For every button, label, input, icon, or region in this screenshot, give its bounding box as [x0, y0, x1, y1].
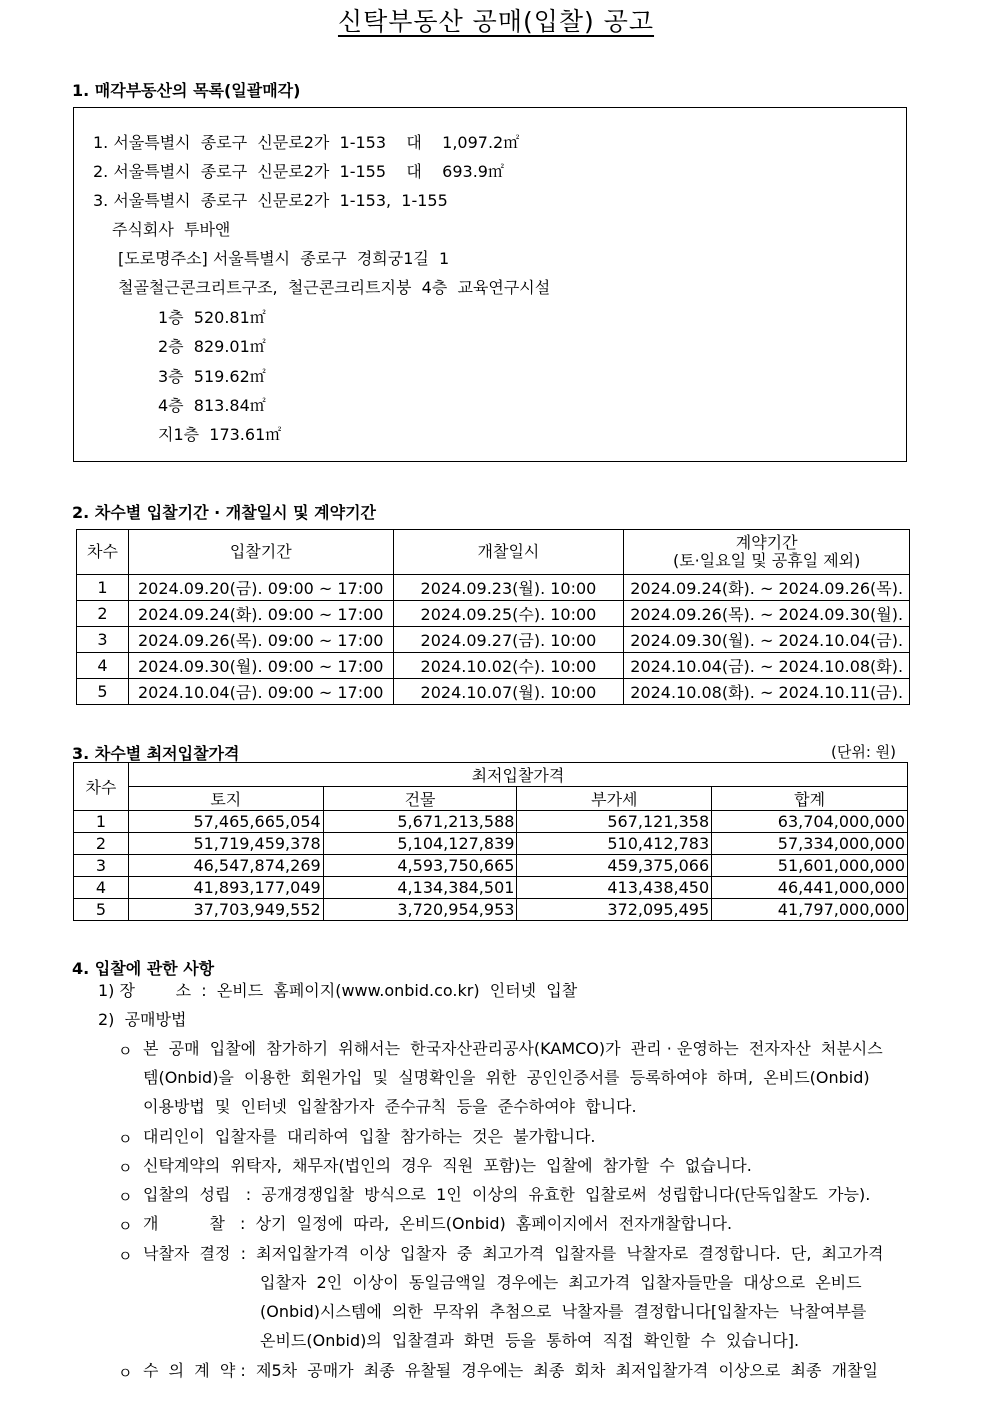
cell: 4,134,384,501 — [323, 877, 517, 899]
cell: 567,121,358 — [517, 811, 712, 833]
schedule-table — [76, 529, 910, 705]
cell: 3 — [74, 855, 129, 877]
min-price-table — [73, 762, 908, 921]
property-line: 3. 서울특별시 종로구 신문로2가 1-153, 1-155 — [93, 191, 448, 210]
method-text: 입찰자 2인 이상이 동일금액일 경우에는 최고가격 입찰자들만을 대상으로 온비드 — [260, 1273, 862, 1292]
method-text: 이용방법 및 인터넷 입찰참가자 준수규칙 등을 준수하여야 합니다. — [143, 1097, 637, 1116]
cell: 2024.10.04(금). ~ 2024.10.08(화). — [624, 653, 910, 679]
property-line: 1. 서울특별시 종로구 신문로2가 1-153 대 1,097.2㎡ — [93, 133, 520, 152]
table-row — [74, 833, 908, 855]
method-text: 온비드(Onbid)의 입찰결과 화면 등을 통하여 직접 확인할 수 있습니다]. — [260, 1331, 800, 1350]
table-row — [74, 899, 908, 921]
cell: 37,703,949,552 — [128, 899, 323, 921]
table-row — [74, 855, 908, 877]
floor-area-line: 2층 829.01㎡ — [158, 337, 266, 356]
floor-area-line: 4층 813.84㎡ — [158, 396, 266, 415]
method-text: (Onbid)시스템에 의한 무작위 추첨으로 낙찰자를 결정합니다[입찰자는 낙찰여부를 — [260, 1302, 867, 1321]
cell: 1 — [74, 811, 129, 833]
cell: 2024.10.02(수). 10:00 — [393, 653, 624, 679]
method-text: 신탁계약의 위탁자, 채무자(법인의 경우 직원 포함)는 입찰에 참가할 수 없습니다. — [143, 1156, 752, 1175]
floor-area-line: 지1층 173.61㎡ — [158, 425, 282, 444]
col-opening: 개찰일시 — [393, 530, 624, 575]
table-row — [77, 679, 910, 705]
cell: 3,720,954,953 — [323, 899, 517, 921]
unit-label: (단위: 원) — [831, 743, 896, 761]
cell: 510,412,783 — [517, 833, 712, 855]
cell: 4,593,750,665 — [323, 855, 517, 877]
page-title: 신탁부동산 공매(입찰) 공고 — [337, 7, 655, 36]
cell: 5,671,213,588 — [323, 811, 517, 833]
cell: 2024.09.24(화). ~ 2024.09.26(목). — [624, 575, 910, 601]
col-total: 합계 — [712, 787, 908, 811]
table-row — [74, 877, 908, 899]
cell: 1 — [77, 575, 129, 601]
method-text: 개 찰 : 상기 일정에 따라, 온비드(Onbid) 홈페이지에서 전자개찰합니다. — [143, 1214, 733, 1233]
col-building: 건물 — [323, 787, 517, 811]
bullet-icon: ㅇ — [118, 1188, 133, 1206]
cell: 5 — [77, 679, 129, 705]
cell: 41,893,177,049 — [128, 877, 323, 899]
method-text: 대리인이 입찰자를 대리하여 입찰 참가하는 것은 불가합니다. — [143, 1127, 596, 1146]
cell: 63,704,000,000 — [712, 811, 908, 833]
col-round: 차수 — [77, 530, 129, 575]
cell: 46,441,000,000 — [712, 877, 908, 899]
table-row — [77, 575, 910, 601]
contract-period-label: 계약기간 — [735, 533, 798, 552]
property-line: [도로명주소] 서울특별시 종로구 경희궁1길 1 — [118, 249, 450, 268]
col-land: 토지 — [128, 787, 323, 811]
cell: 5,104,127,839 — [323, 833, 517, 855]
section3-heading: 3. 차수별 최저입찰가격 — [72, 744, 240, 763]
table-row — [77, 627, 910, 653]
cell: 46,547,874,269 — [128, 855, 323, 877]
method-text: 낙찰자 결정 : 최저입찰가격 이상 입찰자 중 최고가격 입찰자를 낙찰자로 결정합니다. 단, 최고가격 — [143, 1244, 884, 1263]
cell: 51,601,000,000 — [712, 855, 908, 877]
bid-location-item: 1) 장 소 : 온비드 홈페이지(www.onbid.co.kr) 인터넷 입찰 — [98, 981, 578, 1000]
col-bid-period: 입찰기간 — [128, 530, 393, 575]
table-row — [77, 653, 910, 679]
table-row — [77, 601, 910, 627]
cell: 372,095,495 — [517, 899, 712, 921]
cell: 5 — [74, 899, 129, 921]
cell: 2024.09.27(금). 10:00 — [393, 627, 624, 653]
cell: 2 — [74, 833, 129, 855]
cell: 4 — [77, 653, 129, 679]
cell: 2024.10.04(금). 09:00 ~ 17:00 — [128, 679, 393, 705]
cell: 2024.09.20(금). 09:00 ~ 17:00 — [128, 575, 393, 601]
cell: 2024.09.26(목). ~ 2024.09.30(월). — [624, 601, 910, 627]
property-line: 철골철근콘크리트구조, 철근콘크리트지붕 4층 교육연구시설 — [118, 278, 551, 297]
cell: 41,797,000,000 — [712, 899, 908, 921]
property-line: 2. 서울특별시 종로구 신문로2가 1-155 대 693.9㎡ — [93, 162, 504, 181]
cell: 2024.09.23(월). 10:00 — [393, 575, 624, 601]
contract-period-note: (토·일요일 및 공휴일 제외) — [672, 551, 861, 570]
cell: 2024.09.25(수). 10:00 — [393, 601, 624, 627]
cell: 57,334,000,000 — [712, 833, 908, 855]
cell: 2 — [77, 601, 129, 627]
bullet-icon: ㅇ — [118, 1130, 133, 1148]
cell: 2024.10.08(화). ~ 2024.10.11(금). — [624, 679, 910, 705]
bullet-icon: ㅇ — [118, 1364, 133, 1382]
cell: 2024.09.24(화). 09:00 ~ 17:00 — [128, 601, 393, 627]
cell: 4 — [74, 877, 129, 899]
bullet-icon: ㅇ — [118, 1217, 133, 1235]
method-text: 수 의 계 약 : 제5차 공매가 최종 유찰될 경우에는 최종 회차 최저입찰가격 이상으로 최종 개찰일 — [143, 1361, 878, 1380]
col-round: 차수 — [74, 763, 129, 811]
bullet-icon: ㅇ — [118, 1247, 133, 1265]
section4-heading: 4. 입찰에 관한 사항 — [72, 959, 215, 978]
cell: 413,438,450 — [517, 877, 712, 899]
cell: 2024.09.30(월). ~ 2024.10.04(금). — [624, 627, 910, 653]
floor-area-line: 3층 519.62㎡ — [158, 367, 266, 386]
cell: 51,719,459,378 — [128, 833, 323, 855]
section2-heading: 2. 차수별 입찰기간 · 개찰일시 및 계약기간 — [72, 503, 377, 522]
method-text: 템(Onbid)을 이용한 회원가입 및 실명확인을 위한 공인인증서를 등록하여야 하며, 온비드(Onbid) — [143, 1068, 870, 1087]
cell: 57,465,665,054 — [128, 811, 323, 833]
col-min-price-group: 최저입찰가격 — [128, 763, 907, 787]
cell: 459,375,066 — [517, 855, 712, 877]
col-contract-period — [624, 530, 910, 575]
floor-area-line: 1층 520.81㎡ — [158, 308, 266, 327]
table-row — [74, 811, 908, 833]
cell: 2024.09.26(목). 09:00 ~ 17:00 — [128, 627, 393, 653]
bullet-icon: ㅇ — [118, 1042, 133, 1060]
method-text: 본 공매 입찰에 참가하기 위해서는 한국자산관리공사(KAMCO)가 관리 · 운영하는 전자자산 처분시스 — [143, 1039, 883, 1058]
col-vat: 부가세 — [517, 787, 712, 811]
cell: 2024.10.07(월). 10:00 — [393, 679, 624, 705]
bullet-icon: ㅇ — [118, 1159, 133, 1177]
method-text: 입찰의 성립 : 공개경쟁입찰 방식으로 1인 이상의 유효한 입찰로써 성립합니다(단독입찰도 가능). — [143, 1185, 871, 1204]
section1-heading: 1. 매각부동산의 목록(일괄매각) — [72, 81, 301, 100]
cell: 3 — [77, 627, 129, 653]
property-line: 주식회사 투바앤 — [112, 220, 231, 239]
property-list-box — [73, 107, 907, 462]
bid-method-item: 2) 공매방법 — [98, 1010, 187, 1029]
cell: 2024.09.30(월). 09:00 ~ 17:00 — [128, 653, 393, 679]
